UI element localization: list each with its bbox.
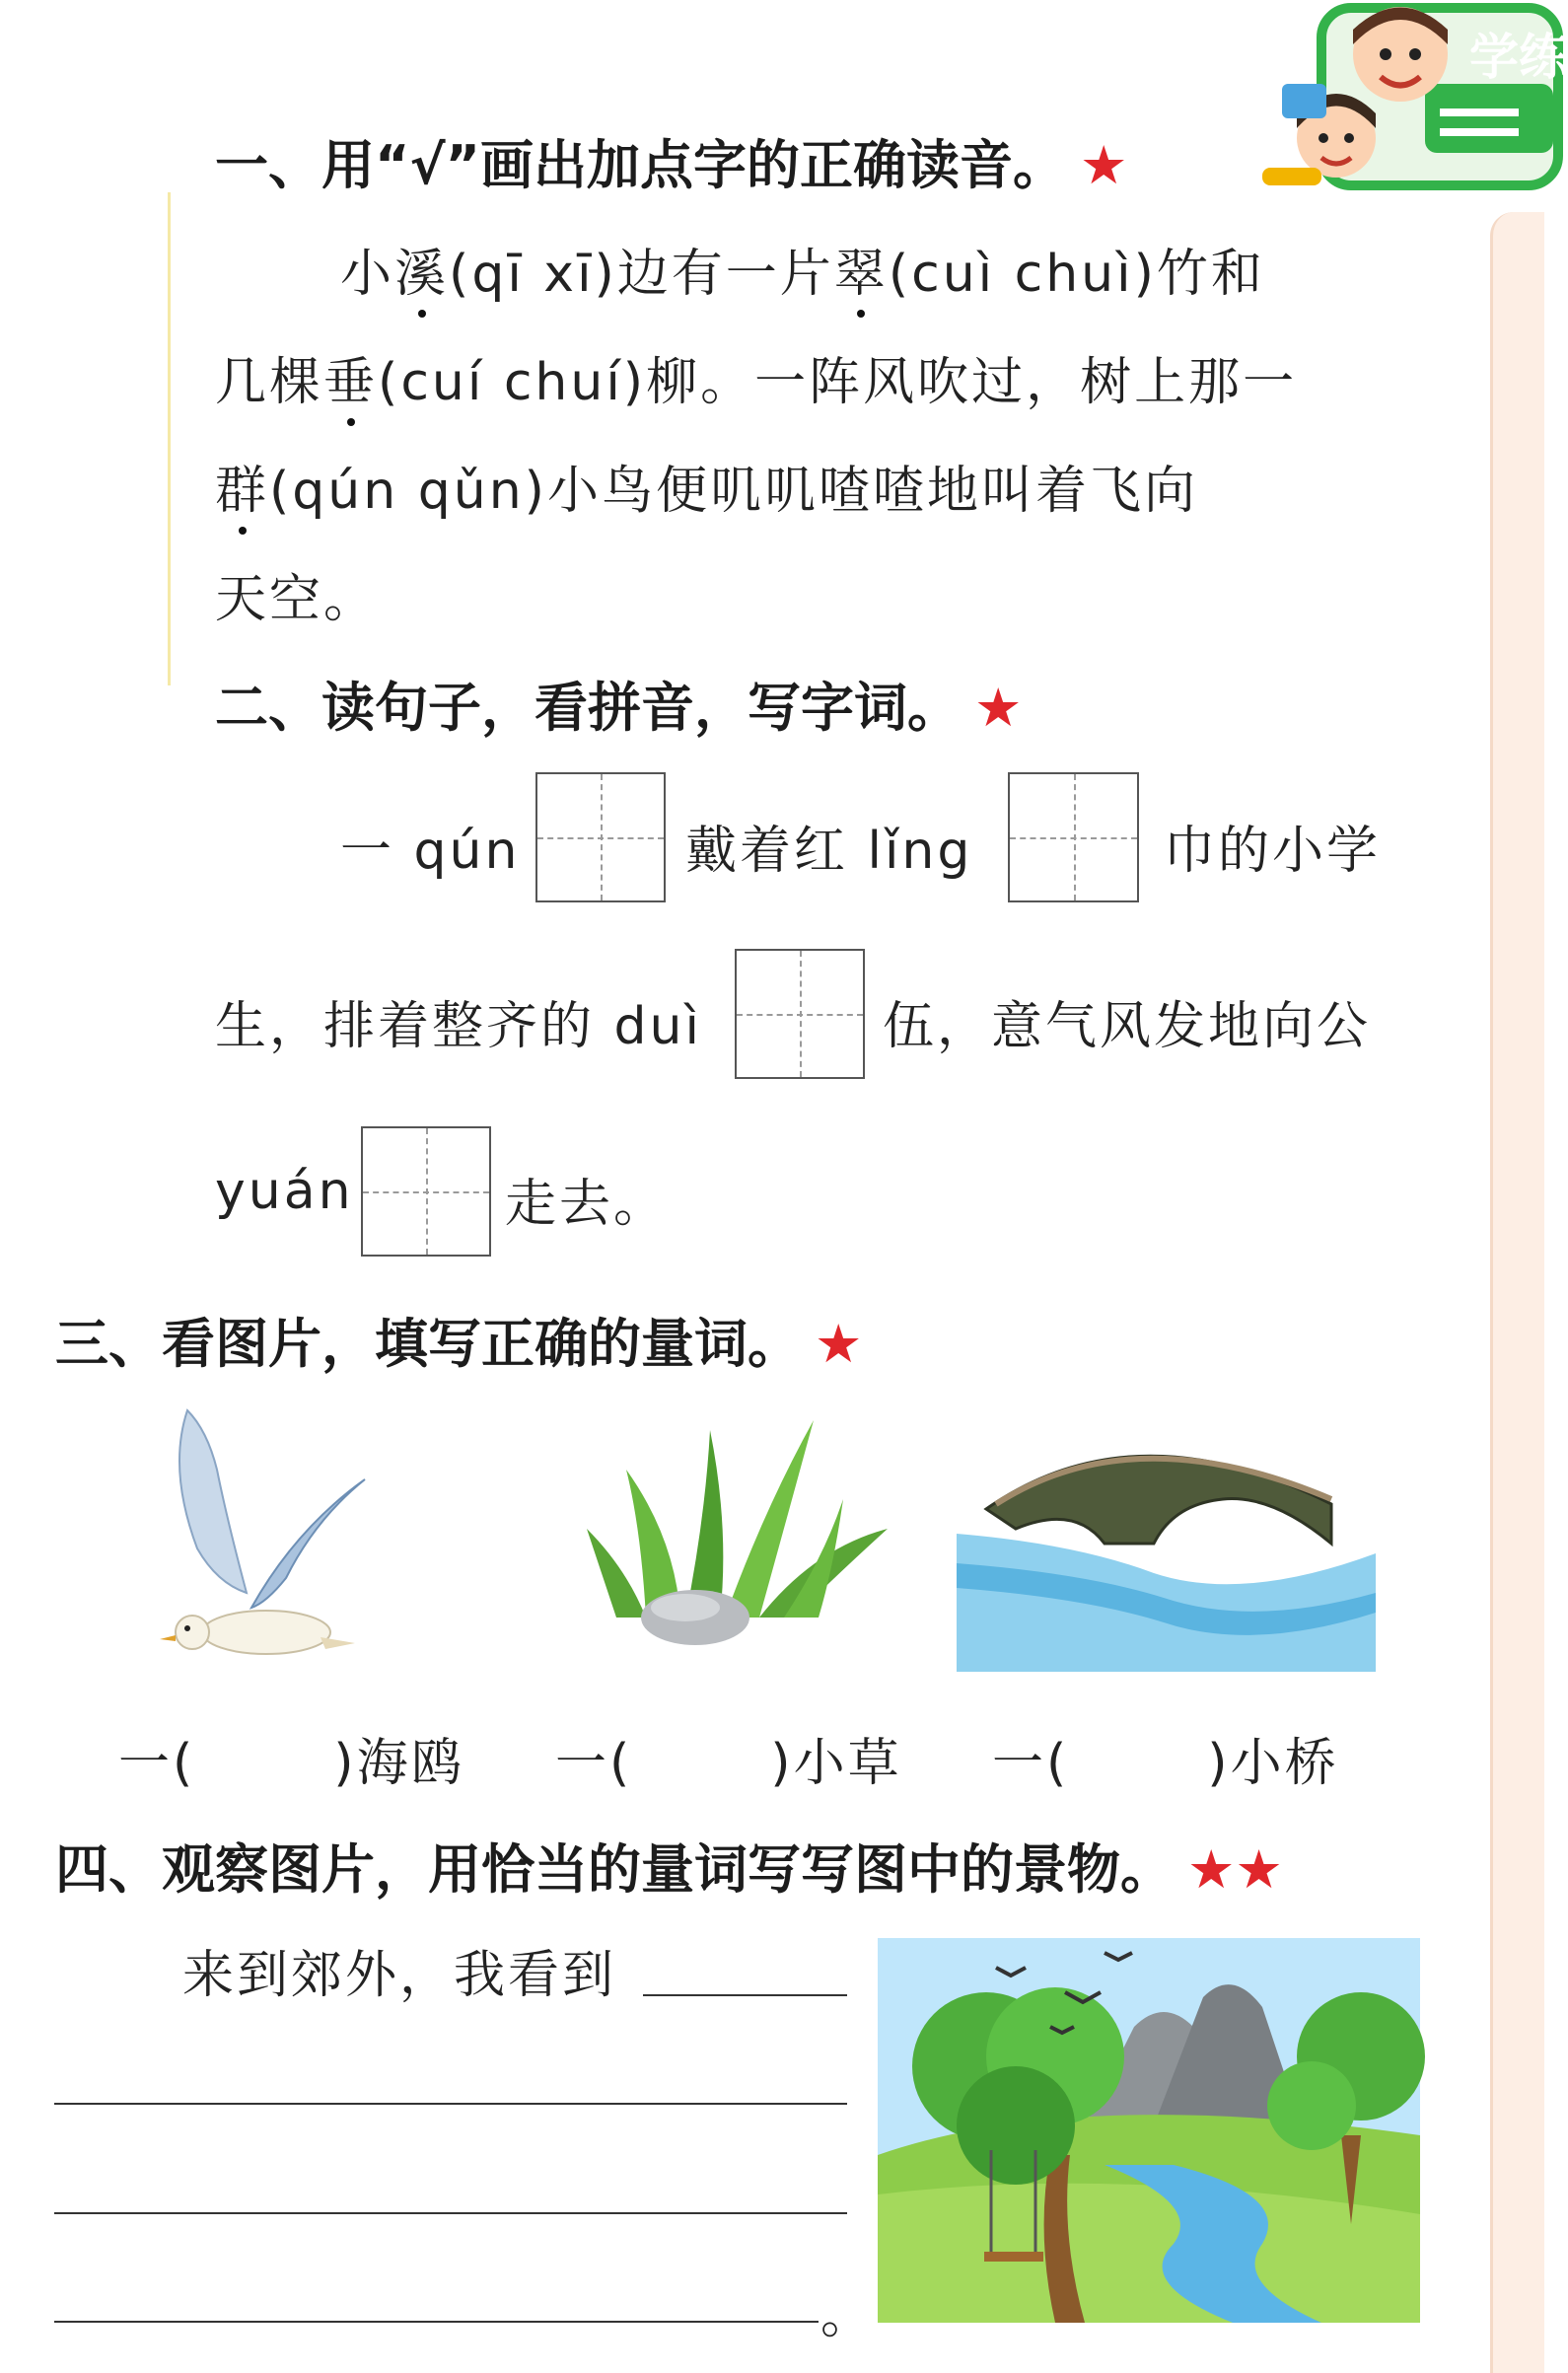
text-run: 一( — [992, 1734, 1070, 1793]
text-run: 小 — [340, 245, 395, 304]
grass-image — [587, 1410, 892, 1647]
section4-title — [55, 1828, 1283, 1904]
section1-line2 — [215, 340, 1297, 414]
section2-title — [215, 666, 1022, 742]
section1-line3 — [215, 449, 1198, 523]
dotted-char: 群 — [215, 449, 269, 523]
section-divider — [168, 192, 171, 685]
s2-text: 一 qún — [340, 822, 521, 881]
side-strip — [1490, 212, 1544, 2373]
section1-title-text: 一、用“√”画出加点字的正确读音。 — [215, 134, 1066, 196]
s2-text: 走去。 — [505, 1175, 669, 1234]
seagull-image — [158, 1410, 375, 1667]
section4-prompt: 来到郊外，我看到 — [182, 1946, 617, 2005]
text-run: )小桥 — [1207, 1734, 1339, 1793]
tianzige-box[interactable] — [735, 949, 865, 1079]
section3-title-text: 三、看图片，填写正确的量词。 — [55, 1313, 801, 1375]
measure-item-grass — [555, 1721, 902, 1795]
tianzige-box[interactable] — [535, 772, 666, 902]
text-run: (cuì chuì)竹和 — [888, 245, 1265, 304]
text-run: (qī xī)边有一片 — [449, 245, 834, 304]
s2-text: yuán — [215, 1162, 354, 1221]
section1-line4: 天空。 — [215, 570, 379, 629]
s2-text: 戴着红 lǐng — [685, 822, 973, 881]
star-icon: ★★ — [1187, 1838, 1283, 1901]
period-mark: 。 — [820, 2286, 876, 2345]
measure-item-bridge — [992, 1721, 1339, 1795]
badge-text: 学练 — [1469, 29, 1568, 86]
dotted-char: 翠 — [834, 232, 889, 306]
dotted-char: 垂 — [323, 340, 378, 414]
text-run: 几棵 — [215, 353, 324, 412]
text-run: (qún qǔn)小鸟便叽叽喳喳地叫着飞向 — [269, 462, 1198, 521]
landscape-image — [878, 1938, 1420, 2323]
writing-line[interactable] — [54, 2212, 847, 2214]
text-run: 一( — [118, 1734, 196, 1793]
text-run: )小草 — [770, 1734, 902, 1793]
section4-title-text: 四、观察图片，用恰当的量词写写图中的景物。 — [55, 1838, 1174, 1901]
tianzige-box[interactable] — [1008, 772, 1139, 902]
s2-text: 伍，意气风发地向公 — [883, 997, 1372, 1056]
s2-text: 巾的小学 — [1164, 822, 1382, 881]
text-run: )海鸥 — [333, 1734, 465, 1793]
tianzige-box[interactable] — [361, 1126, 491, 1257]
section1-line1 — [340, 232, 1265, 306]
writing-line[interactable] — [643, 1994, 847, 1996]
star-icon: ★ — [1080, 134, 1128, 196]
writing-line[interactable] — [54, 2103, 847, 2105]
text-run: 一( — [555, 1734, 633, 1793]
dotted-char: 溪 — [394, 232, 449, 306]
s2-text: 生，排着整齐的 duì — [215, 997, 702, 1056]
bridge-image — [957, 1415, 1376, 1672]
section1-title — [215, 123, 1127, 199]
star-icon: ★ — [974, 677, 1023, 739]
star-icon: ★ — [815, 1313, 863, 1375]
text-run: (cuí chuí)柳。一阵风吹过，树上那一 — [378, 353, 1298, 412]
section3-title — [55, 1302, 862, 1378]
writing-line[interactable] — [54, 2321, 819, 2323]
section2-title-text: 二、读句子，看拼音，写字词。 — [215, 677, 961, 739]
measure-item-seagull — [118, 1721, 465, 1795]
